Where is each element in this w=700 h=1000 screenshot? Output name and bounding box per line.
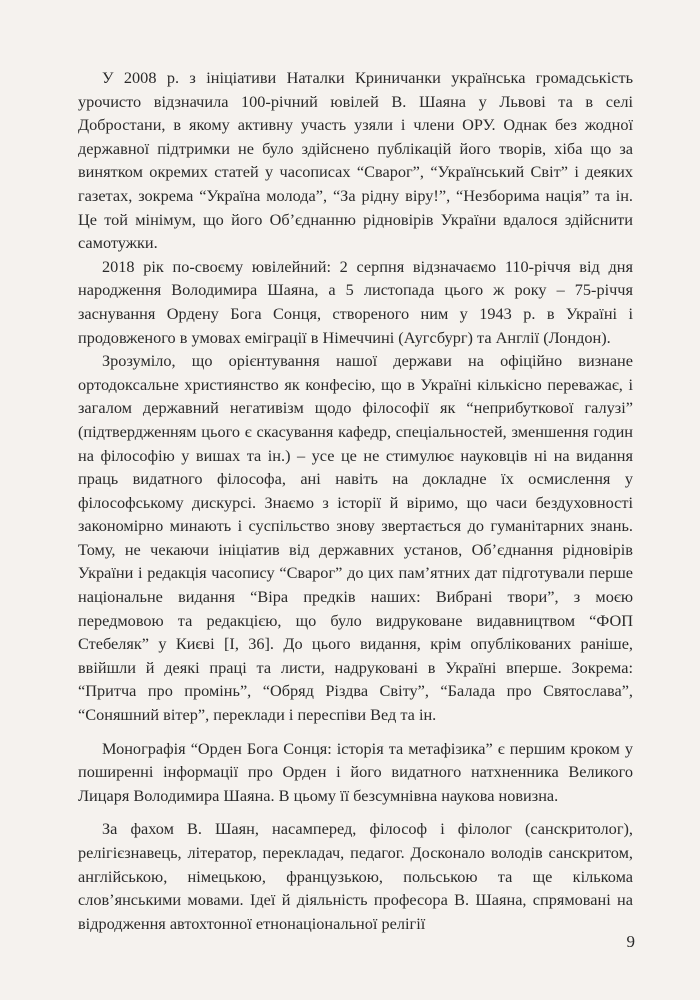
paragraph-1: У 2008 р. з ініціативи Наталки Криничанки українська громадськість урочисто відзначила 100-річний ювілей В. Шаяна у Львові та в селі Добростани, в якому активну участь узяли і члени ОРУ. Однак без жодної державної підтримки не було здійснено публікацій його творів, хіба що за винятком окремих статей у часописах “Сварог”, “Український Світ” і деяких газетах, зокрема “Україна молода”, “За рідну віру!”, “Незборима нація” та ін. Це той мінімум, що його Об’єднанню рідновірів України вдалося здійснити самотужки. bbox=[78, 68, 633, 253]
paragraph-4: Монографія “Орден Бога Сонця: історія та метафізика” є першим кроком у поширенні інформації про Орден і його видатного натхненника Великого Лицаря Володимира Шаяна. В цьому її безсумнівна наукова новизна. bbox=[78, 738, 633, 805]
body-text bbox=[78, 66, 633, 935]
paragraph-2: 2018 рік по-своєму ювілейний: 2 серпня відзначаємо 110-річчя від дня народження Володимира Шаяна, а 5 листопада цього ж року – 75-річчя заснування Ордену Бога Сонця, створеного ним у 1943 р. в Україні і продовженого в умовах еміграції в Німеччині (Аугсбург) та Англії (Лондон). bbox=[78, 256, 633, 347]
paragraph-3: Зрозуміло, що орієнтування нашої держави на офіційно визнане ортодоксальне християнство як конфесію, що в Україні кількісно переважає, і загалом державний негативізм щодо філософії як “неприбуткової галузі” (підтвердженням цього є скасування кафедр, спеціальностей, зменшення годин на філософію у вишах та ін.) – усе це не стимулює науковців ні на видання праць видатного філософа, ані навіть на докладне їх осмислення у філософському дискурсі. Знаємо з історії й віримо, що часи бездуховності закономірно минають і суспільство знову звертається до гуманітарних знань. Тому, не чекаючи ініціатив від державних установ, Об’єднання рідновірів України і редакція часопису “Сварог” до цих пам’ятних дат підготували перше національне видання “Віра предків наших: Вибрані твори”, з моєю передмовою та редакцією, що було видруковане видавництвом “ФОП Стебеляк” у Києві [І, 36]. До цього видання, крім опублікованих раніше, ввійшли й деякі праці та листи, надруковані в Україні вперше. Зокрема: “Притча про промінь”, “Обряд Різдва Світу”, “Балада про Святослава”, “Соняшний вітер”, переклади і переспіви Вед та ін. bbox=[78, 351, 633, 725]
page-number: 9 bbox=[626, 932, 635, 951]
paragraph-5: За фахом В. Шаян, насамперед, філософ і філолог (санскритолог), релігієзнавець, літератор, перекладач, педагог. Досконало володів санскритом, англійською, німецькою, французькою, польською та ще кількома слов’янськими мовами. Ідеї й діяльність професора В. Шаяна, спрямовані на відродження автохтонної етнонаціональної релігії bbox=[78, 819, 633, 933]
